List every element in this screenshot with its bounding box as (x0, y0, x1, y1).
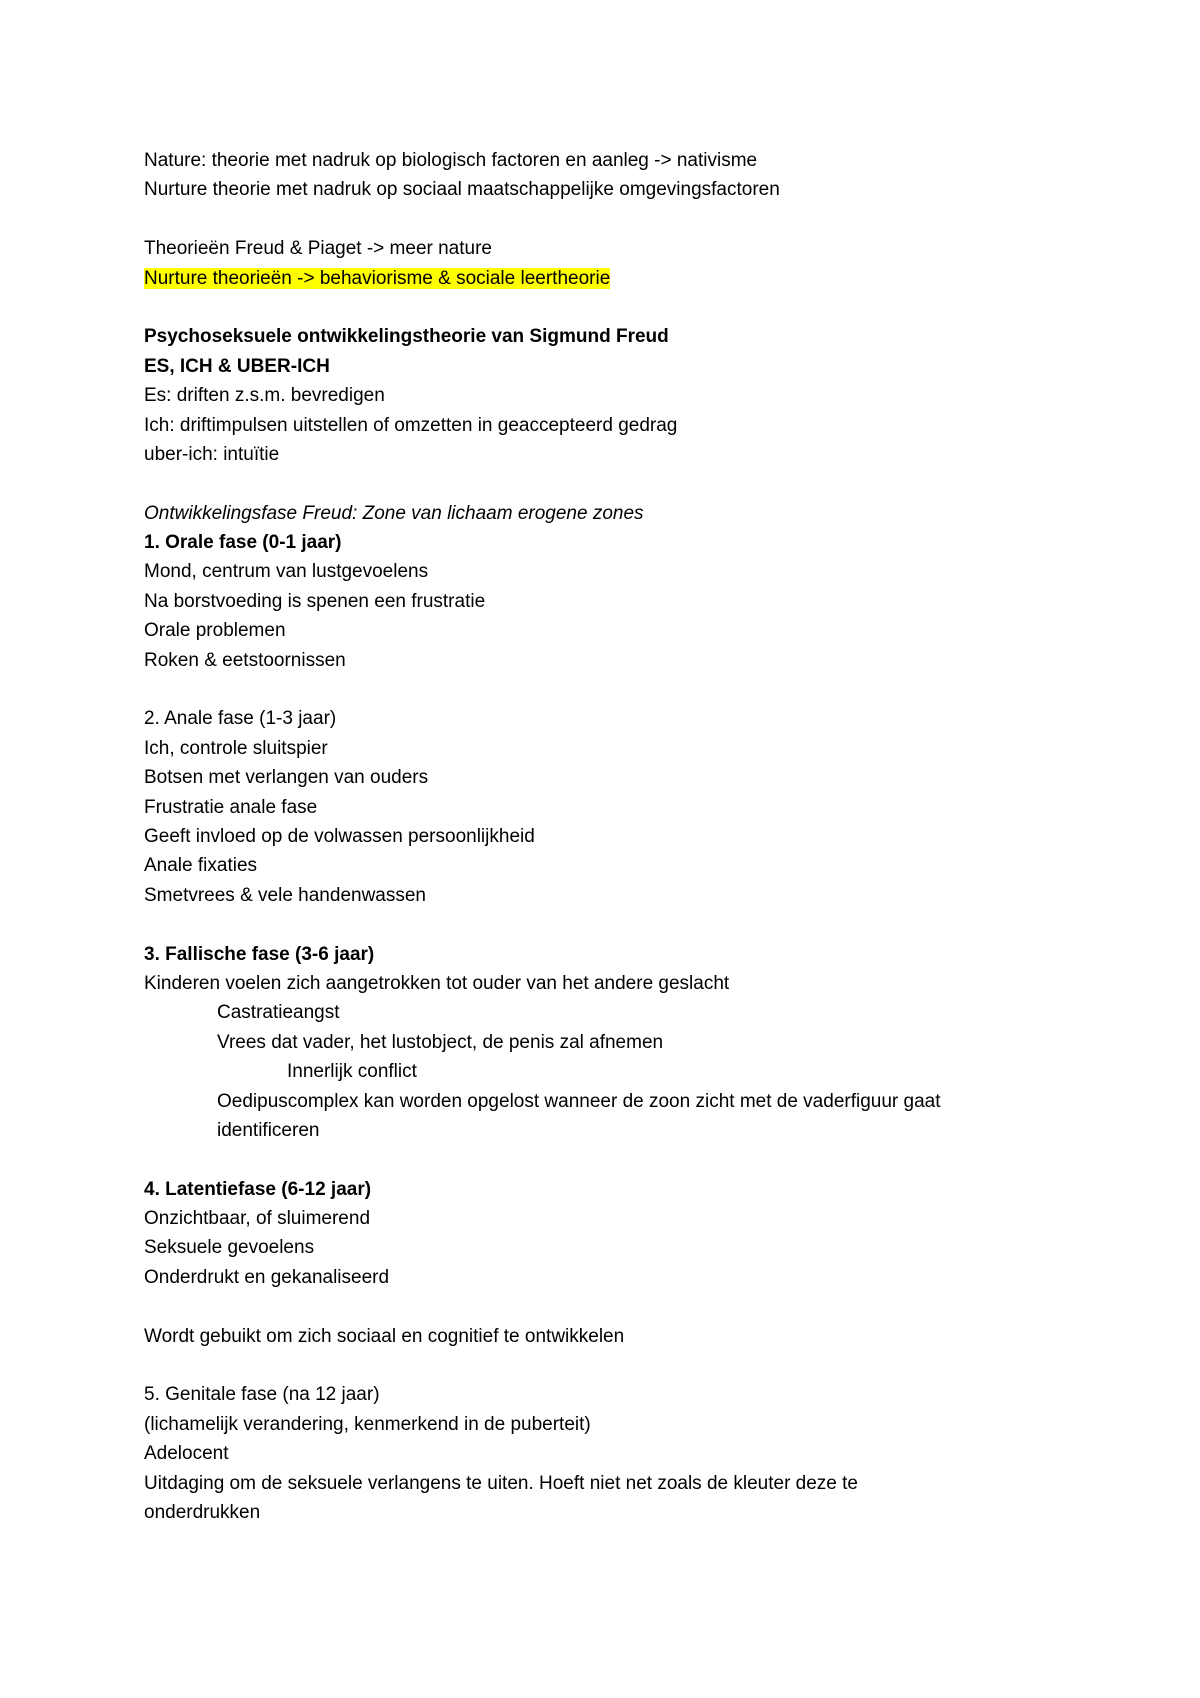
blank-line (144, 469, 1044, 498)
blank-line (144, 1145, 1044, 1174)
phase-heading: 4. Latentiefase (6-12 jaar) (144, 1178, 372, 1200)
indented-line: identificeren (217, 1119, 320, 1141)
text-line: Nurture theorie met nadruk op sociaal maatschappelijke omgevingsfactoren (144, 179, 780, 201)
subheading: ES, ICH & UBER-ICH (144, 355, 330, 377)
phase-heading: 2. Anale fase (1-3 jaar) (144, 708, 337, 730)
indented-line-level-2: Innerlijk conflict (287, 1061, 417, 1083)
phase-heading: 1. Orale fase (0-1 jaar) (144, 532, 342, 554)
blank-line (144, 293, 1044, 322)
text-line: Ich: driftimpulsen uitstellen of omzetten in geaccepteerd gedrag (144, 414, 678, 436)
blank-line (144, 205, 1044, 234)
text-line: Geeft invloed op de volwassen persoonlijkheid (144, 825, 535, 847)
section-heading: Psychoseksuele ontwikkelingstheorie van Sigmund Freud (144, 326, 669, 348)
text-line: Onzichtbaar, of sluimerend (144, 1208, 371, 1230)
document-body (144, 146, 1044, 1527)
italic-heading: Ontwikkelingsfase Freud: Zone van lichaam erogene zones (144, 502, 644, 524)
text-line: Kinderen voelen zich aangetrokken tot ouder van het andere geslacht (144, 972, 730, 994)
blank-line (144, 1351, 1044, 1380)
blank-line (144, 1292, 1044, 1321)
text-line: Theorieën Freud & Piaget -> meer nature (144, 238, 492, 260)
text-line: Botsen met verlangen van ouders (144, 767, 429, 789)
highlighted-line (144, 264, 1044, 293)
blank-line (144, 675, 1044, 704)
text-line: Mond, centrum van lustgevoelens (144, 561, 429, 583)
text-line: Frustratie anale fase (144, 796, 318, 818)
text-line: Smetvrees & vele handenwassen (144, 884, 426, 906)
indented-line: Oedipuscomplex kan worden opgelost wanneer de zoon zicht met de vaderfiguur gaat (217, 1090, 941, 1112)
text-line: Anale fixaties (144, 855, 258, 877)
text-line: Na borstvoeding is spenen een frustratie (144, 590, 486, 612)
highlighted-text: Nurture theorieën -> behaviorisme & sociale leertheorie (144, 267, 611, 289)
text-line: Onderdrukt en gekanaliseerd (144, 1266, 390, 1288)
text-line: Orale problemen (144, 620, 286, 642)
text-line: Seksuele gevoelens (144, 1237, 315, 1259)
text-line: Adelocent (144, 1443, 229, 1465)
text-line: Es: driften z.s.m. bevredigen (144, 385, 385, 407)
text-line: onderdrukken (144, 1501, 261, 1523)
text-line: Nature: theorie met nadruk op biologisch factoren en aanleg -> nativisme (144, 150, 758, 171)
indented-line: Castratieangst (217, 1002, 340, 1024)
text-line: Ich, controle sluitspier (144, 737, 328, 759)
text-line: Wordt gebuikt om zich sociaal en cognitief te ontwikkelen (144, 1325, 625, 1347)
text-line: uber-ich: intuïtie (144, 443, 280, 465)
text-line: (lichamelijk verandering, kenmerkend in de puberteit) (144, 1413, 591, 1435)
blank-line (144, 910, 1044, 939)
phase-heading: 3. Fallische fase (3-6 jaar) (144, 943, 375, 965)
phase-heading: 5. Genitale fase (na 12 jaar) (144, 1384, 380, 1406)
indented-line: Vrees dat vader, het lustobject, de penis zal afnemen (217, 1031, 664, 1053)
text-line: Uitdaging om de seksuele verlangens te uiten. Hoeft niet net zoals de kleuter deze te (144, 1472, 858, 1494)
text-line: Roken & eetstoornissen (144, 649, 346, 671)
